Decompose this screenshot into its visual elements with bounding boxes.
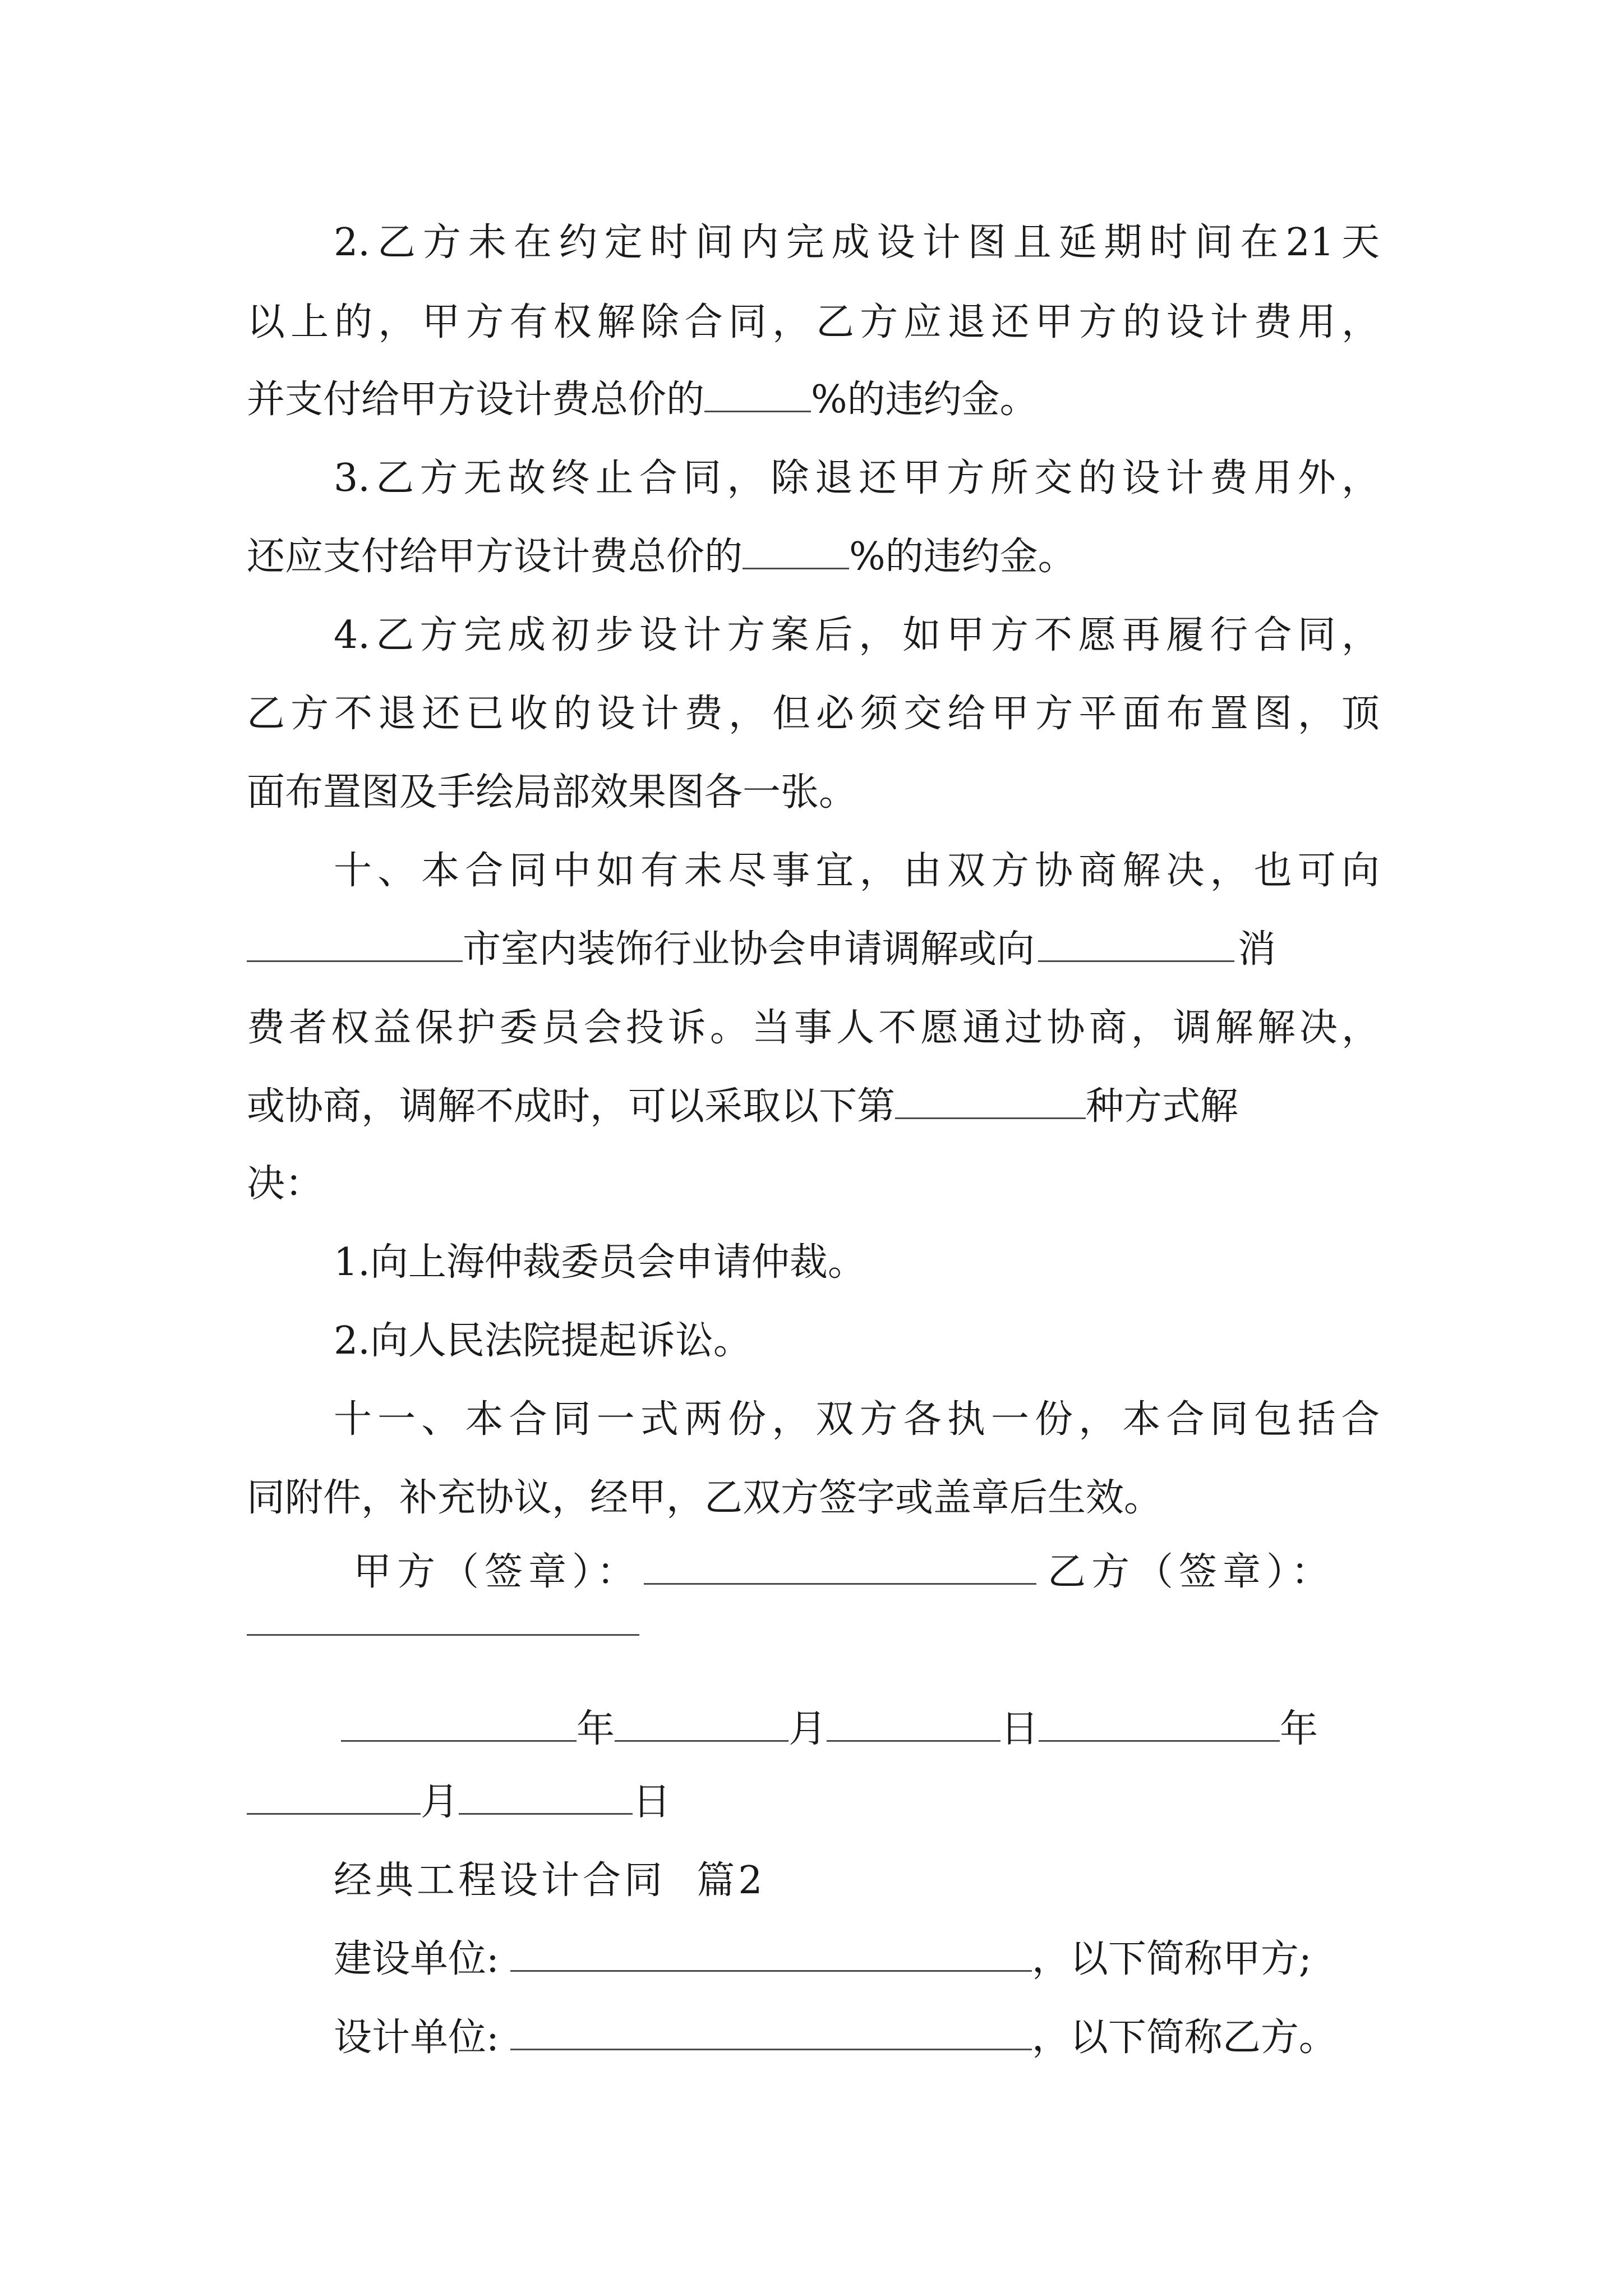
construction-unit-label: 建设单位: (334, 1937, 499, 1981)
section-10-option-text: 或协商，调解不成时，可以采取以下第 (247, 1084, 896, 1129)
city-name-blank (247, 926, 463, 962)
section-10-line-3: 费者权益保护委员会投诉。当事人不愿通过协商，调解解决， (247, 1006, 1380, 1050)
date-line-2 (247, 1774, 671, 1830)
clause-2-suffix: %的违约金。 (811, 378, 1038, 422)
clause-4-line-2: 乙方不退还已收的设计费，但必须交给甲方平面布置图，顶 (247, 692, 1380, 736)
date-line (341, 1701, 1318, 1757)
construction-unit-blank (510, 1935, 1032, 1972)
party-a-signature-blank (644, 1548, 1036, 1585)
party-b-label: 乙方（签章）： (1048, 1550, 1335, 1594)
party-b-month-blank (247, 1778, 421, 1815)
penalty-percent-blank (743, 533, 849, 569)
part-2-title: 经典工程设计合同 篇2 (334, 1858, 766, 1903)
design-unit-suffix: ，以下简称乙方。 (1031, 2016, 1337, 2060)
day-label: 日 (1000, 1707, 1039, 1751)
clause-3-suffix: %的违约金。 (849, 535, 1076, 579)
section-11-line-1: 十一、本合同一式两份，双方各执一份，本合同包括合 (334, 1397, 1380, 1442)
section-10-mediation-text: 市室内装饰行业协会申请调解或向 (463, 927, 1035, 972)
clause-3-line-1: 3.乙方无故终止合同，除退还甲方所交的设计费用外， (334, 456, 1380, 500)
construction-unit-line (334, 1931, 1312, 1987)
section-10-line-1: 十、本合同中如有未尽事宜，由双方协商解决，也可向 (334, 849, 1380, 893)
clause-3-line-2 (247, 529, 1076, 585)
clause-3-text: 还应支付给甲方设计费总价的 (247, 535, 743, 579)
resolution-option-1: 1.向上海仲裁委员会申请仲裁。 (334, 1240, 866, 1285)
party-a-year-blank (341, 1705, 577, 1742)
section-10-line-2 (247, 922, 1380, 978)
signature-line (353, 1544, 1335, 1600)
section-10-line-2-end: 消 (1238, 927, 1276, 972)
party-b-year-blank (1039, 1705, 1280, 1742)
section-11-line-2: 同附件，补充协议，经甲，乙双方签字或盖章后生效。 (247, 1476, 1163, 1520)
construction-unit-suffix: ，以下简称甲方; (1031, 1937, 1312, 1981)
resolution-method-blank (895, 1083, 1086, 1119)
year-label: 年 (1280, 1707, 1318, 1751)
month-label: 月 (421, 1780, 459, 1824)
section-10-line-4 (247, 1079, 1238, 1135)
day-label: 日 (633, 1780, 671, 1824)
clause-2-line-1: 2.乙方未在约定时间内完成设计图且延期时间在21天 (334, 220, 1380, 265)
design-unit-line (334, 2010, 1337, 2066)
penalty-percent-blank (704, 376, 811, 412)
clause-2-line-3 (247, 372, 1038, 428)
month-label: 月 (789, 1707, 827, 1751)
consumer-council-blank (1038, 926, 1234, 962)
party-a-day-blank (827, 1705, 1000, 1742)
design-unit-blank (510, 2014, 1032, 2050)
section-10-line-5: 决： (247, 1162, 324, 1206)
party-b-day-blank (459, 1778, 633, 1815)
party-b-signature-blank (247, 1634, 639, 1636)
party-a-label: 甲方（签章）： (353, 1550, 641, 1594)
clause-2-text: 并支付给甲方设计费总价的 (247, 378, 705, 422)
clause-4-line-1: 4.乙方完成初步设计方案后，如甲方不愿再履行合同， (334, 613, 1380, 657)
clause-2-line-2: 以上的，甲方有权解除合同，乙方应退还甲方的设计费用， (247, 300, 1380, 344)
design-unit-label: 设计单位: (334, 2016, 499, 2060)
resolution-option-2: 2.向人民法院提起诉讼。 (334, 1319, 751, 1363)
clause-4-line-3: 面布置图及手绘局部效果图各一张。 (247, 770, 857, 815)
year-label: 年 (577, 1707, 615, 1751)
section-10-option-suffix: 种方式解 (1086, 1084, 1239, 1129)
party-a-month-blank (615, 1705, 789, 1742)
